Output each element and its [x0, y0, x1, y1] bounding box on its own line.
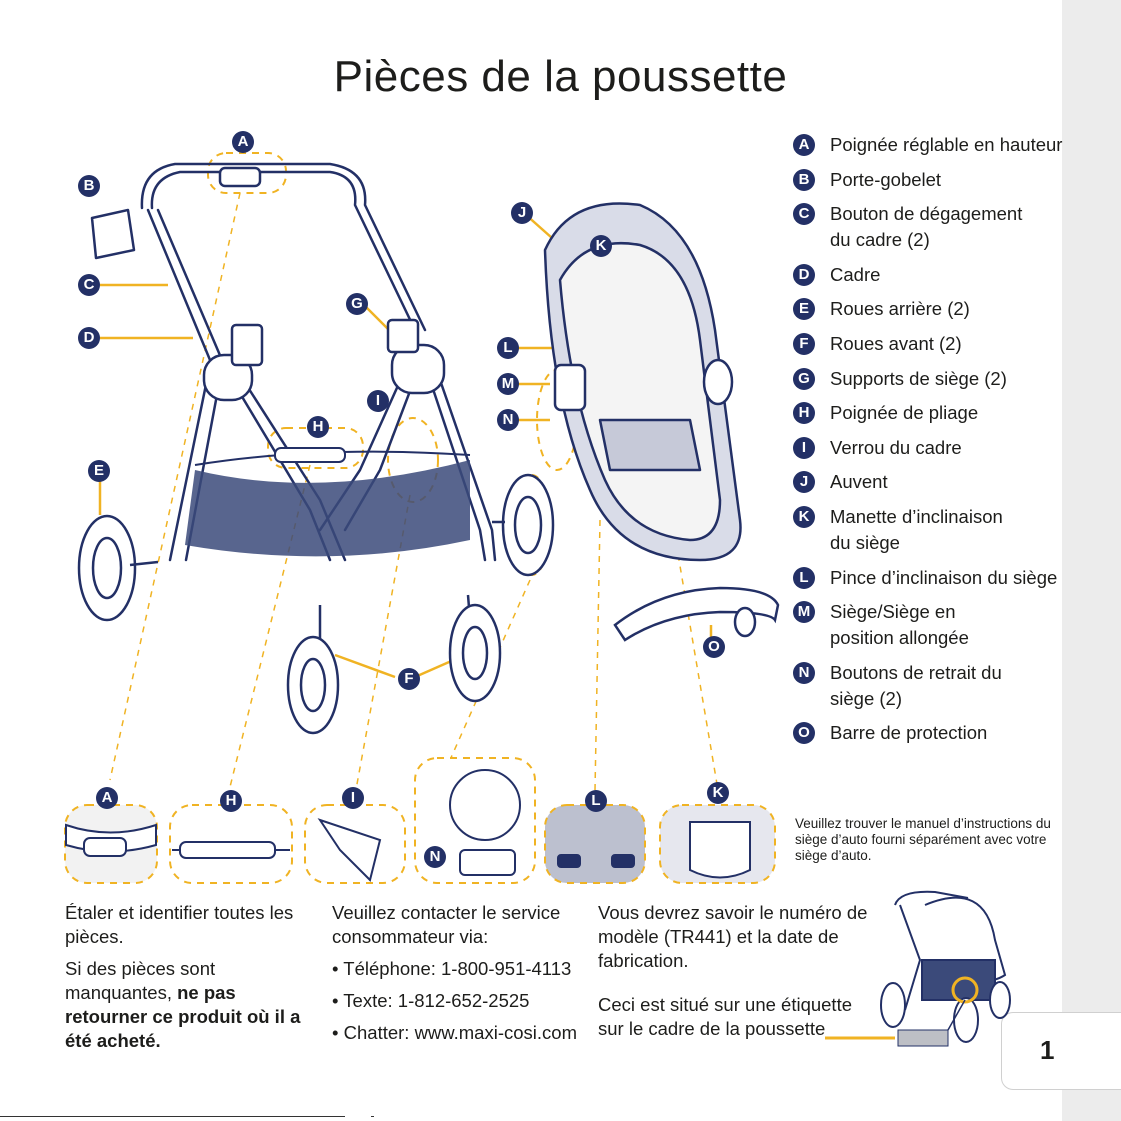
legend-item-o: O Barre de protection — [793, 720, 1058, 746]
footer-rule — [0, 1116, 345, 1117]
contact-list — [332, 957, 592, 1045]
detail-contents — [66, 770, 750, 880]
model-info: Vous devrez savoir le numéro de modèle (TR441) et la date de fabrication. — [598, 902, 868, 971]
page-number: 1 — [1040, 1035, 1055, 1065]
legend-item-n: N Boutons de retrait du siège (2) — [793, 660, 1058, 712]
column-inventory — [65, 901, 320, 1061]
label-location: Ceci est situé sur une étiquette sur le cadre de la poussette — [598, 994, 853, 1039]
legend-item-b: B Porte-gobelet — [793, 167, 1058, 193]
basket — [185, 460, 470, 556]
bumper-bar — [615, 588, 778, 640]
legend-item-g: G Supports de siège (2) — [793, 366, 1058, 392]
legend-item-e: E Roues arrière (2) — [793, 296, 1058, 322]
car-seat-note: Veuillez trouver le manuel d’instructions du siège d’auto fourni séparément avec votre siège d’auto. — [795, 816, 1051, 863]
footer-tick — [371, 1116, 374, 1117]
legend-item-a: A Poignée réglable en hauteur — [793, 132, 1058, 158]
legend-item-m: M Siège/Siège en position allongée — [793, 599, 1058, 651]
legend-item-j: J Auvent — [793, 469, 1058, 495]
legend-item-d: D Cadre — [793, 262, 1058, 288]
column-model-info — [598, 901, 868, 1049]
rear-wheel — [79, 516, 158, 620]
small-stroller — [881, 892, 1010, 1042]
front-wheels — [288, 595, 500, 733]
inventory-instruction: Étaler et identifier toutes les pièces. — [65, 902, 294, 947]
contact-phone: • Téléphone: 1-800-951-4113 — [332, 957, 592, 981]
contact-chat: • Chatter: www.maxi-cosi.com — [332, 1021, 592, 1045]
label-sticker — [898, 1030, 948, 1046]
parts-legend — [793, 132, 1063, 755]
column-contact — [332, 901, 592, 1053]
legend-item-c: C Bouton de dégagement du cadre (2) — [793, 201, 1058, 253]
page-title: Pièces de la poussette — [333, 52, 788, 101]
legend-item-i: I Verrou du cadre — [793, 435, 1058, 461]
rear-wheel-right — [492, 475, 553, 575]
detail-panels — [65, 758, 775, 883]
seat — [545, 203, 741, 560]
missing-parts-warning: Si des pièces sont manquantes, ne pas retourner ce produit où il a été acheté. — [65, 958, 301, 1051]
contact-intro: Veuillez contacter le service consommateur via: — [332, 902, 561, 947]
legend-item-f: F Roues avant (2) — [793, 331, 1058, 357]
legend-item-h: H Poignée de pliage — [793, 400, 1058, 426]
contact-text: • Texte: 1-812-652-2525 — [332, 989, 592, 1013]
legend-item-k: K Manette d’inclinaison du siège — [793, 504, 1058, 556]
legend-item-l: L Pince d’inclinaison du siège — [793, 565, 1058, 591]
